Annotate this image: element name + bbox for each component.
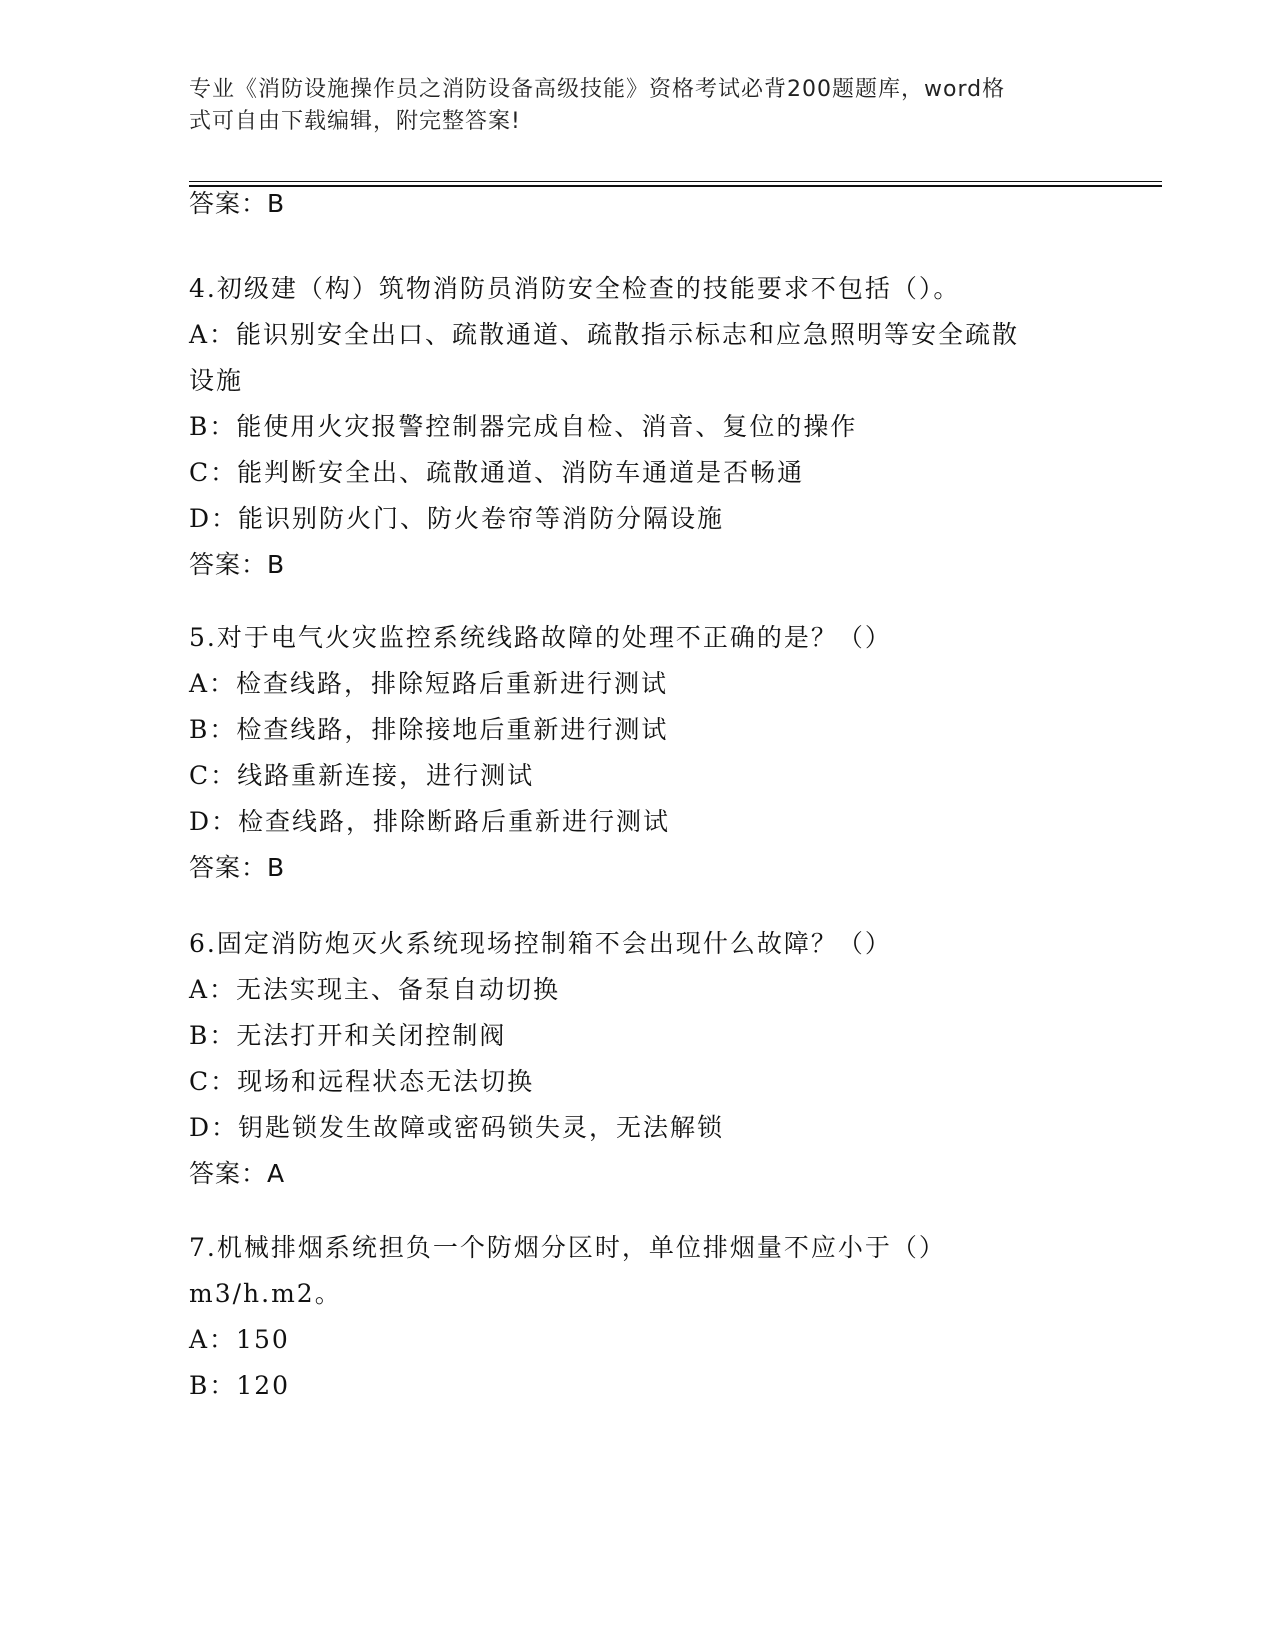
- question-stem: 7.机械排烟系统担负一个防烟分区时，单位排烟量不应小于（）: [189, 1233, 946, 1262]
- option-b: B：120: [189, 1371, 291, 1400]
- question-4: [189, 266, 1089, 588]
- option-a-continued: 设施: [189, 366, 244, 395]
- question-5: [189, 615, 1089, 891]
- option-c: C：能判断安全出、疏散通道、消防车通道是否畅通: [189, 458, 805, 487]
- option-d: D：检查线路，排除断路后重新进行测试: [189, 807, 671, 836]
- question-7: [189, 1225, 1089, 1409]
- option-b: B：能使用火灾报警控制器完成自检、消音、复位的操作: [189, 412, 858, 441]
- option-c: C：现场和远程状态无法切换: [189, 1067, 535, 1096]
- answer-line: 答案：B: [189, 550, 286, 579]
- question-stem: 5.对于电气火灾监控系统线路故障的处理不正确的是？（）: [189, 623, 892, 652]
- option-a: A：150: [189, 1325, 290, 1354]
- answer-line: 答案：A: [189, 1159, 286, 1188]
- option-a: A：无法实现主、备泵自动切换: [189, 975, 561, 1004]
- answer-line: 答案：B: [189, 853, 286, 882]
- document-header: [189, 74, 1089, 138]
- option-c: C：线路重新连接，进行测试: [189, 761, 535, 790]
- question-stem: 6.固定消防炮灭火系统现场控制箱不会出现什么故障？（）: [189, 929, 892, 958]
- option-a: A：检查线路，排除短路后重新进行测试: [189, 669, 669, 698]
- question-stem: 4.初级建（构）筑物消防员消防安全检查的技能要求不包括（）。: [189, 274, 961, 303]
- answer-line: 答案：B: [189, 189, 286, 218]
- header-line-1: 专业《消防设施操作员之消防设备高级技能》资格考试必背200题题库，word格: [189, 77, 1006, 102]
- option-a: A：能识别安全出口、疏散通道、疏散指示标志和应急照明等安全疏散: [189, 320, 1020, 349]
- previous-answer-block: [189, 181, 1089, 227]
- option-d: D：能识别防火门、防火卷帘等消防分隔设施: [189, 504, 725, 533]
- option-b: B：无法打开和关闭控制阀: [189, 1021, 507, 1050]
- option-b: B：检查线路，排除接地后重新进行测试: [189, 715, 669, 744]
- question-stem-continued: m3/h.m2。: [189, 1279, 342, 1308]
- question-6: [189, 921, 1089, 1197]
- option-d: D：钥匙锁发生故障或密码锁失灵，无法解锁: [189, 1113, 725, 1142]
- header-line-2: 式可自由下载编辑，附完整答案!: [189, 109, 521, 134]
